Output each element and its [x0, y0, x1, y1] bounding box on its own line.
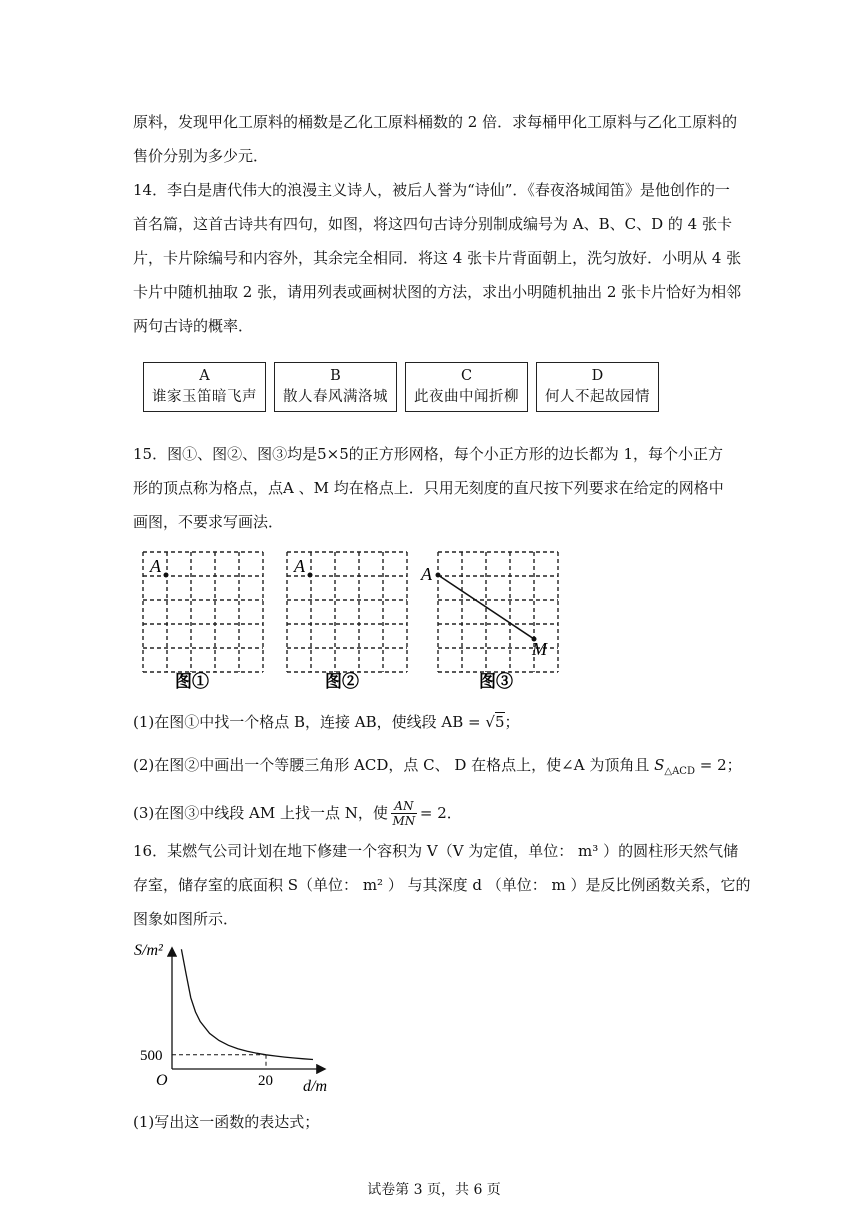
poem-card: [405, 362, 528, 412]
q14-line-1: 14．李白是唐代伟大的浪漫主义诗人，被后人誉为“诗仙”．《春夜洛城闻笛》是他创作的一: [133, 181, 730, 199]
sqrt-radicand: 5: [494, 713, 505, 731]
q15-sub-1: [133, 705, 743, 739]
inverse-proportion-chart: [128, 935, 348, 1095]
grid2-point-a-label: A: [294, 556, 305, 576]
q15-sub1-suffix: ；: [504, 713, 520, 731]
poem-card: [536, 362, 659, 412]
card-letter: D: [591, 368, 604, 384]
fraction: [391, 799, 417, 828]
grid3-point-m-label: M: [532, 639, 547, 659]
card-letter: B: [330, 368, 341, 384]
q13-tail: [133, 105, 743, 173]
q16-line-3: 图象如图所示．: [133, 910, 239, 928]
area-subscript: △ACD: [664, 766, 695, 777]
sqrt-symbol: √: [485, 713, 495, 731]
x-axis-label: d/m: [303, 1078, 327, 1095]
chart-marks: [140, 949, 313, 1089]
q13-line-2: 售价分别为多少元．: [133, 147, 269, 165]
q16-sub1-text: (1)写出这一函数的表达式；: [133, 1113, 320, 1131]
card-text: 谁家玉笛暗飞声: [152, 389, 257, 405]
grid3-point-a: [436, 573, 441, 578]
grid-figure-1: [143, 552, 263, 672]
q14-line-2: 首名篇，这首古诗共有四句，如图，将这四句古诗分别制成编号为 A、B、C、D 的 4 张卡: [133, 215, 732, 233]
question-15: [133, 437, 743, 539]
q15-sub-2: [133, 748, 743, 782]
poem-card: [143, 362, 266, 412]
q15-sub3-suffix: = 2．: [419, 804, 462, 822]
q15-sub2-text: (2)在图②中画出一个等腰三角形 ACD，点 C、 D 在格点上，使∠A 为顶角且: [133, 756, 655, 774]
q15-sub1-text: (1)在图①中找一个格点 B，连接 AB，使线段 AB =: [133, 713, 486, 731]
page-footer: 试卷第 3 页，共 6 页: [367, 1182, 501, 1198]
area-symbol: S: [654, 756, 665, 774]
y-tick-label: 500: [140, 1047, 163, 1064]
q14-line-5: 两句古诗的概率．: [133, 317, 254, 335]
card-letter: C: [460, 368, 473, 384]
card-text: 散人春风满洛城: [283, 389, 388, 405]
x-tick-label: 20: [258, 1073, 273, 1089]
fig-label-3: 图③: [479, 672, 513, 691]
inverse-curve: [181, 949, 313, 1059]
fig-label-2: 图②: [325, 672, 359, 691]
y-axis-label: S/m²: [134, 942, 163, 959]
q15-line-1: 15．图①、图②、图③均是5×5的正方形网格，每个小正方形的边长都为 1，每个小正方: [133, 445, 724, 463]
q15-line-3: 画图，不要求写画法．: [133, 513, 284, 531]
q13-line-1: 原料，发现甲化工原料的桶数是乙化工原料桶数的 2 倍．求每桶甲化工原料与乙化工原料的: [133, 113, 738, 131]
question-14: [133, 173, 743, 343]
q15-sub3-text: (3)在图③中线段 AM 上找一点 N，使: [133, 804, 388, 822]
grid1-point-a: [164, 573, 169, 578]
card-text: 何人不起故园情: [545, 389, 650, 405]
q16-line-2: 存室，储存室的底面积 S（单位： m² ） 与其深度 d （单位： m ）是反比例函数关系，它的: [133, 876, 751, 894]
q15-sub2-suffix: = 2；: [694, 756, 742, 774]
card-text: 此夜曲中闻折柳: [414, 389, 519, 405]
fraction-denominator: MN: [392, 813, 416, 828]
grid3-point-a-label: A: [421, 564, 432, 584]
q14-line-3: 片，卡片除编号和内容外，其余完全相同．将这 4 张卡片背面朝上，洗匀放好．小明从 4 张: [133, 249, 742, 267]
fig-label-1: 图①: [175, 672, 209, 691]
grid2-point-a: [308, 573, 313, 578]
q14-line-4: 卡片中随机抽取 2 张，请用列表或画树状图的方法，求出小明随机抽出 2 张卡片恰好为相邻: [133, 283, 742, 301]
q15-sub-3: [133, 796, 743, 830]
card-letter: A: [199, 368, 210, 384]
q15-line-2: 形的顶点称为格点，点A 、M 均在格点上．只用无刻度的直尺按下列要求在给定的网格中: [133, 479, 724, 497]
question-16: [133, 834, 751, 936]
grid1-point-a-label: A: [150, 556, 161, 576]
poem-cards: [143, 362, 659, 412]
fraction-numerator: AN: [394, 798, 414, 813]
origin-label: O: [156, 1072, 168, 1089]
q16-sub-1: [133, 1105, 743, 1139]
q16-line-1: 16．某燃气公司计划在地下修建一个容积为 V（V 为定值，单位： m³ ）的圆柱形天然气储: [133, 842, 739, 860]
grid-figure-2: [287, 552, 407, 672]
grid-figures: [130, 545, 570, 695]
poem-card: [274, 362, 397, 412]
